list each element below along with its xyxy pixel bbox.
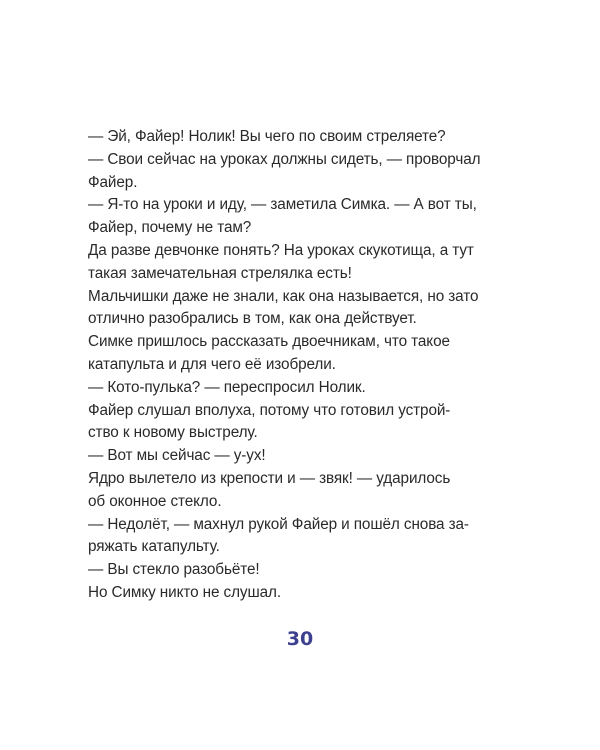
- paragraph: [88, 445, 538, 468]
- text-line: — Вы стекло разобьёте!: [88, 561, 260, 579]
- text-line: Симке пришлось рассказать двоечникам, что такое: [88, 333, 450, 351]
- text-line: такая замечательная стрелялка есть!: [88, 264, 352, 282]
- text-line: Но Симку никто не слушал.: [88, 583, 282, 601]
- paragraph: [88, 582, 538, 605]
- text-line: катапульта и для чего её изобрели.: [88, 355, 336, 373]
- text-line: ряжать катапульту.: [88, 538, 220, 556]
- text-line: Да разве девчонке понять? На уроках скукотища, а тут: [88, 241, 474, 259]
- paragraph: [88, 377, 538, 400]
- text-line: — Недолёт, — махнул рукой Файер и пошёл снова за-: [88, 515, 469, 533]
- text-line: Мальчишки даже не знали, как она называется, но зато: [88, 287, 479, 305]
- text-line: — Свои сейчас на уроках должны сидеть, — проворчал: [88, 150, 481, 168]
- text-line: — Я-то на уроки и иду, — заметила Симка. — А вот ты,: [88, 196, 477, 214]
- text-line: — Эй, Файер! Нолик! Вы чего по своим стреляете?: [88, 128, 446, 145]
- text-line: — Вот мы сейчас — у-ух!: [88, 447, 266, 465]
- text-line: ство к новому выстрелу.: [88, 424, 258, 442]
- text-line: отлично разобрались в том, как она действует.: [88, 310, 417, 328]
- paragraph: [88, 331, 538, 377]
- paragraph: [88, 286, 538, 332]
- text-line: Файер.: [88, 173, 138, 191]
- text-line: — Кото-пулька? — переспросил Нолик.: [88, 378, 366, 396]
- paragraph: [88, 400, 538, 446]
- paragraph: [88, 126, 538, 149]
- text-line: об оконное стекло.: [88, 492, 222, 510]
- text-line: Файер, почему не там?: [88, 219, 252, 237]
- paragraph: [88, 194, 538, 240]
- paragraph: [88, 468, 538, 514]
- paragraph: [88, 240, 538, 286]
- paragraph: [88, 559, 538, 582]
- story-text: [88, 126, 538, 605]
- text-line: Файер слушал вполуха, потому что готовил устрой-: [88, 401, 451, 419]
- text-line: Ядро вылетело из крепости и — звяк! — ударилось: [88, 469, 451, 487]
- paragraph: [88, 514, 538, 560]
- paragraph: [88, 149, 538, 195]
- page-number: 30: [286, 628, 314, 650]
